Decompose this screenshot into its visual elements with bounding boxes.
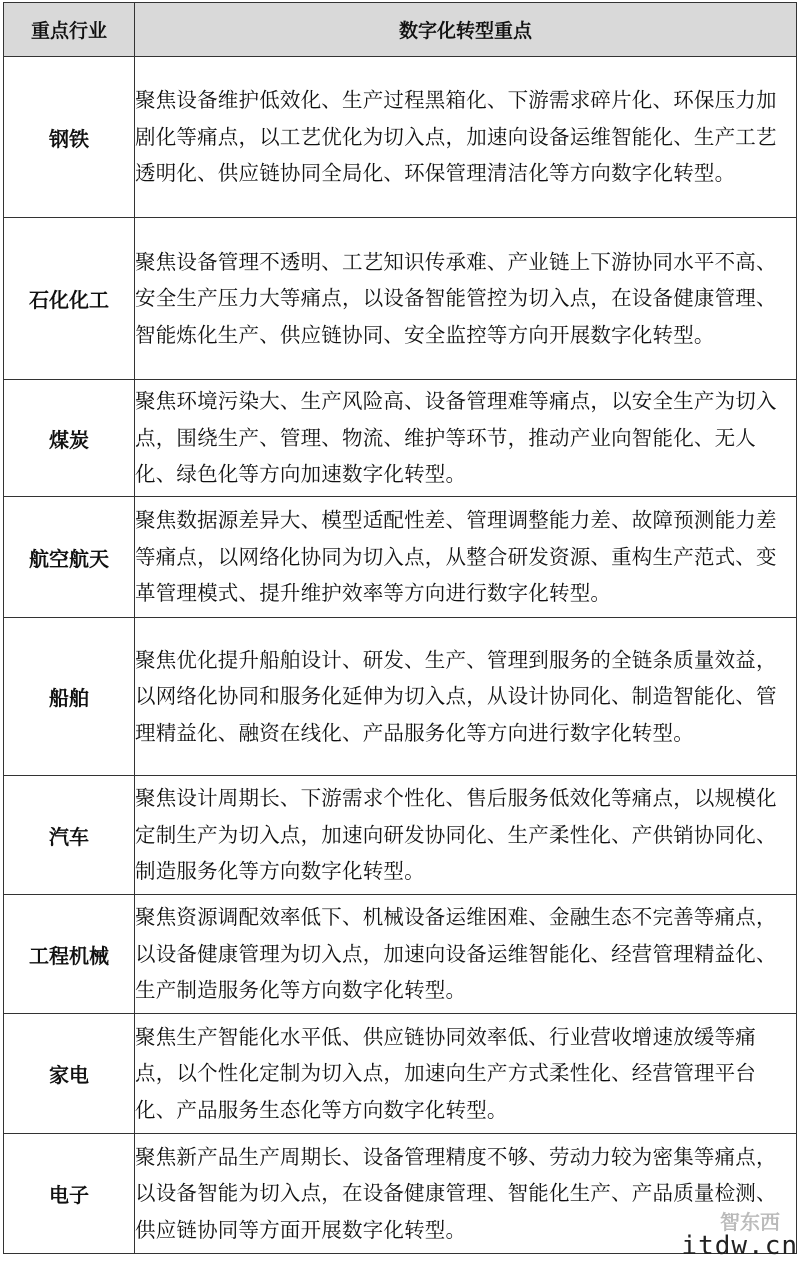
industry-cell: 工程机械 (4, 895, 135, 1014)
table-row (4, 218, 797, 380)
focus-cell: 聚焦设备维护低效化、生产过程黑箱化、下游需求碎片化、环保压力加剧化等痛点，以工艺优化为切入点，加速向设备运维智能化、生产工艺透明化、供应链协同全局化、环保管理清洁化等方向数字化转型。 (135, 57, 797, 218)
focus-cell: 聚焦数据源差异大、模型适配性差、管理调整能力差、故障预测能力差等痛点，以网络化协同为切入点，从整合研发资源、重构生产范式、变革管理模式、提升维护效率等方向进行数字化转型。 (135, 497, 797, 618)
focus-cell: 聚焦生产智能化水平低、供应链协同效率低、行业营收增速放缓等痛点，以个性化定制为切入点，加速向生产方式柔性化、经营管理平台化、产品服务生态化等方向数字化转型。 (135, 1014, 797, 1134)
industry-cell: 煤炭 (4, 380, 135, 497)
focus-cell: 聚焦设备管理不透明、工艺知识传承难、产业链上下游协同水平不高、安全生产压力大等痛点，以设备智能管控为切入点，在设备健康管理、智能炼化生产、供应链协同、安全监控等方向开展数字化转型。 (135, 218, 797, 380)
header-industry: 重点行业 (4, 3, 135, 57)
industry-cell: 家电 (4, 1014, 135, 1134)
industry-cell: 航空航天 (4, 497, 135, 618)
table-row (4, 497, 797, 618)
industry-table (3, 2, 797, 1254)
industry-cell: 汽车 (4, 776, 135, 895)
focus-cell: 聚焦资源调配效率低下、机械设备运维困难、金融生态不完善等痛点，以设备健康管理为切入点，加速向设备运维智能化、经营管理精益化、生产制造服务化等方向数字化转型。 (135, 895, 797, 1014)
watermark-logo: 智东西 (720, 1210, 780, 1234)
table-row (4, 895, 797, 1014)
focus-cell: 聚焦新产品生产周期长、设备管理精度不够、劳动力较为密集等痛点，以设备智能为切入点，在设备健康管理、智能化生产、产品质量检测、供应链协同等方面开展数字化转型。 (135, 1134, 797, 1254)
industry-cell: 石化化工 (4, 218, 135, 380)
watermark-site: itdw.cn (681, 1231, 798, 1261)
table-row (4, 1134, 797, 1254)
focus-cell: 聚焦环境污染大、生产风险高、设备管理难等痛点，以安全生产为切入点，围绕生产、管理、物流、维护等环节，推动产业向智能化、无人化、绿色化等方向加速数字化转型。 (135, 380, 797, 497)
industry-cell: 钢铁 (4, 57, 135, 218)
focus-cell: 聚焦设计周期长、下游需求个性化、售后服务低效化等痛点，以规模化定制生产为切入点，加速向研发协同化、生产柔性化、产供销协同化、制造服务化等方向数字化转型。 (135, 776, 797, 895)
table-row (4, 1014, 797, 1134)
header-row (4, 3, 797, 57)
table-row (4, 57, 797, 218)
table-row (4, 380, 797, 497)
header-focus: 数字化转型重点 (135, 3, 797, 57)
focus-cell: 聚焦优化提升船舶设计、研发、生产、管理到服务的全链条质量效益，以网络化协同和服务化延伸为切入点，从设计协同化、制造智能化、管理精益化、融资在线化、产品服务化等方向进行数字化转型。 (135, 618, 797, 776)
table-row (4, 618, 797, 776)
industry-cell: 船舶 (4, 618, 135, 776)
table-row (4, 776, 797, 895)
industry-cell: 电子 (4, 1134, 135, 1254)
